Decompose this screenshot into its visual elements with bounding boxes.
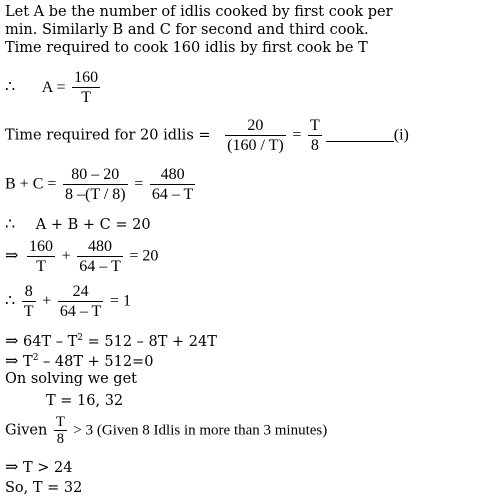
quad-text-b: – 48T + 512=0 [38, 354, 154, 370]
bc-den-1: 8 –(T / 8) [65, 186, 126, 203]
given-fraction [54, 414, 67, 447]
implies-symbol: ⇒ [5, 247, 19, 265]
fs1-num-1: 160 [29, 238, 54, 255]
implies-symbol: ⇒ [5, 459, 19, 476]
fs1-plus: + [61, 247, 71, 265]
a-fraction [72, 68, 100, 107]
equation-quadratic [5, 349, 153, 371]
a-numerator: 160 [74, 69, 99, 86]
time-20-label: Time required for 20 idlis = [5, 127, 211, 144]
a-lhs: A = [41, 78, 66, 96]
given-numerator: T [55, 414, 65, 430]
bc-lhs: B + C = [5, 175, 57, 193]
given-line [5, 414, 327, 447]
bc-equals: = [134, 175, 144, 193]
quad-exponent: 2 [32, 353, 39, 363]
bc-fraction-2 [150, 165, 195, 204]
therefore-symbol: ∴ [5, 78, 16, 96]
bc-num-2: 480 [160, 166, 185, 183]
bc-fraction-1 [63, 165, 128, 204]
equation-fraction-sum-2 [5, 282, 131, 321]
fs1-fraction-2 [77, 237, 122, 276]
inequality-text: T > 24 [23, 460, 73, 476]
fs2-fraction-1 [22, 282, 36, 321]
inequality-line [5, 459, 73, 477]
expand-exponent: 2 [77, 333, 84, 343]
fs2-fraction-2 [58, 282, 103, 321]
fs2-plus: + [42, 292, 52, 310]
given-label: Given [5, 422, 48, 439]
equation-tag: (i) [393, 126, 409, 144]
therefore-symbol: ∴ [5, 292, 16, 310]
time-20-den-1: (160 / T) [227, 137, 284, 154]
time-20-den-2: 8 [308, 135, 322, 155]
equation-expand [5, 329, 217, 351]
given-denominator: 8 [54, 430, 67, 447]
fs1-rhs: = 20 [129, 247, 159, 265]
fs1-den-2: 64 – T [79, 258, 121, 275]
text-line-1: Let A be the number of idlis cooked by first cook per [5, 4, 393, 20]
a-denominator: T [72, 87, 100, 107]
text-line-3: Time required to cook 160 idlis by first cook be T [5, 40, 368, 56]
time-20-fraction-2 [308, 116, 322, 155]
answer-blank [326, 141, 394, 142]
expand-text-b: = 512 – 8T + 24T [83, 334, 217, 350]
fs2-num-2: 24 [72, 283, 89, 300]
quad-text-a: T [23, 354, 33, 370]
fs2-num-1: 8 [24, 283, 33, 300]
fs2-den-1: T [23, 303, 34, 320]
equation-sum [5, 216, 151, 234]
implies-symbol: ⇒ [5, 353, 19, 370]
time-20-equals: = [292, 126, 302, 144]
bc-den-2: 64 – T [151, 186, 194, 203]
time-20-num-1: 20 [247, 117, 264, 134]
implies-symbol: ⇒ [5, 333, 19, 350]
solving-text: On solving we get [5, 371, 137, 387]
therefore-symbol: ∴ [5, 216, 16, 233]
time-20-num-2: T [309, 117, 320, 134]
given-rhs: > 3 (Given 8 Idlis in more than 3 minutes) [73, 422, 328, 439]
bc-num-1: 80 – 20 [71, 166, 120, 183]
equation-a [5, 68, 102, 107]
sum-text: A + B + C = 20 [35, 217, 151, 233]
fs1-den-1: T [27, 256, 55, 276]
equation-fraction-sum-1 [5, 237, 158, 276]
equation-time-20 [5, 116, 409, 155]
fs2-rhs: = 1 [109, 292, 131, 310]
text-line-2: min. Similarly B and C for second and third cook. [5, 22, 369, 38]
fs1-num-2: 480 [88, 238, 112, 255]
time-20-fraction-1 [225, 116, 286, 155]
equation-bc [5, 165, 197, 204]
roots-text: T = 16, 32 [46, 393, 124, 409]
final-answer: So, T = 32 [5, 480, 83, 496]
expand-text-a: 64T – T [23, 334, 78, 350]
fs1-fraction-1 [27, 237, 55, 276]
fs2-den-2: 64 – T [59, 303, 102, 320]
